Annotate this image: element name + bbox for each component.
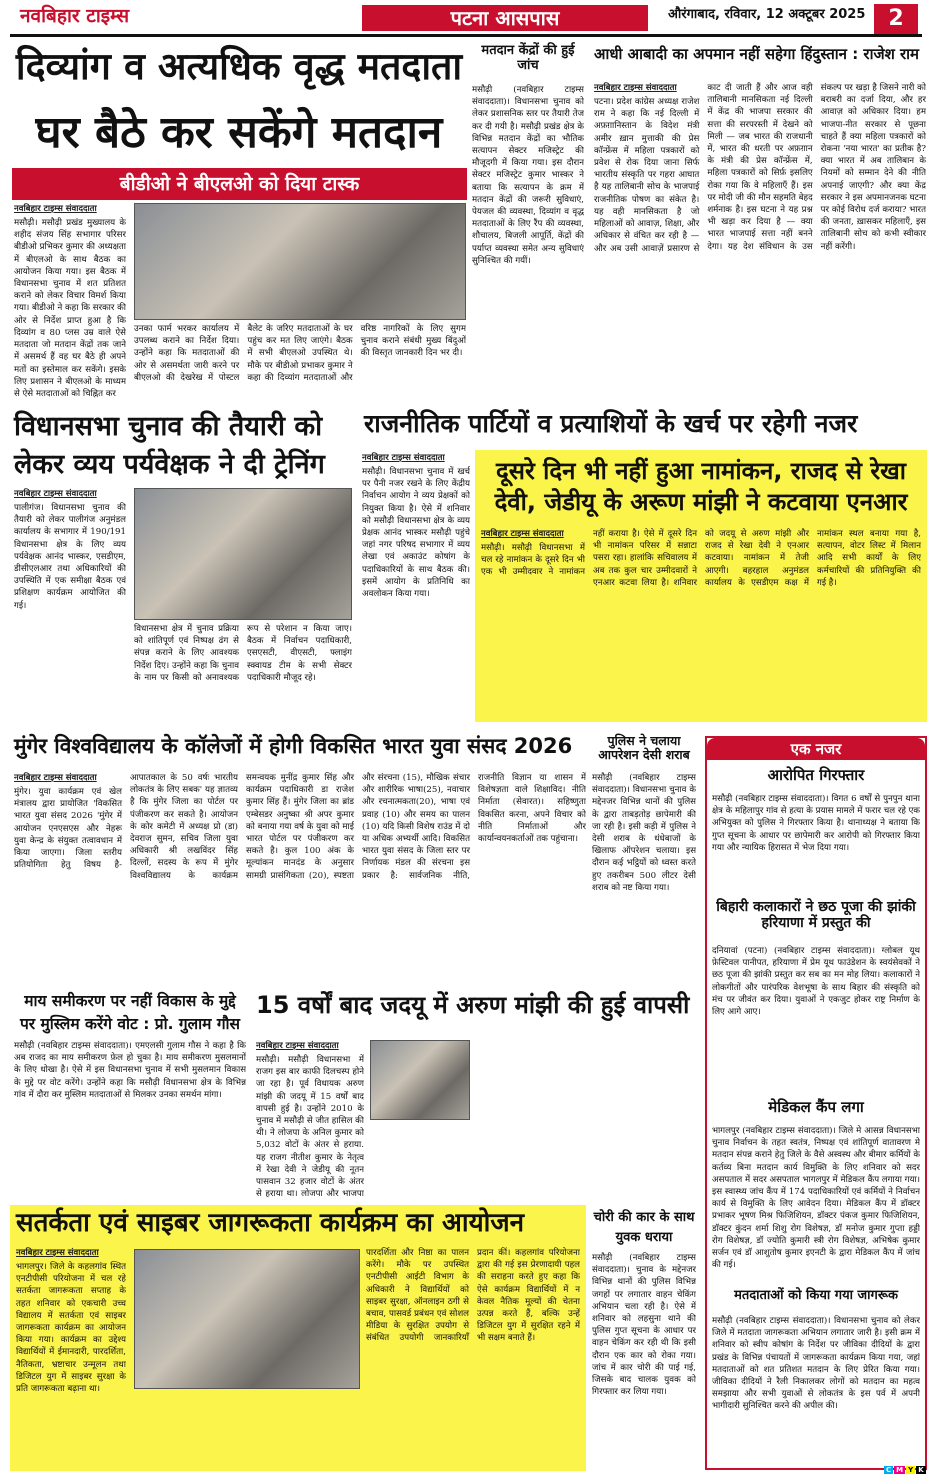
brief-headline: मतदाताओं को किया गया जागरूक	[734, 1288, 898, 1303]
body-jaanch: मसौढ़ी (नवबिहार टाइम्स संवाददाता)। विधानसभा चुनाव को लेकर प्रशासनिक स्तर पर तैयारी तेज कर दी गयी है। मसौढ़ी प्रखंड क्षेत्र के विभिन्न मतदान केंद्रों का भौतिक सत्यापन सेक्टर मजिस्ट्रेट की मौजूदगी में किया गया। इस दौरान सेक्टर मजिस्ट्रेट कुमार भास्कर ने बताया कि सत्यापन के क्रम में मतदान केंद्रों की जरूरी सुविधाएं, पेयजल की व्यवस्था, दिव्यांग व वृद्ध मतदाताओं के लिए रैंप की व्यवस्था, शौचालय, बिजली आपूर्ति, केंद्रों की पर्याप्त व्यवस्था समेत अन्य सुविधाएं सुनिश्चित की गयीं।	[472, 85, 584, 266]
brief-headline: आरोपित गिरफ्तार	[767, 766, 865, 784]
body-satarkata-cols: पारदर्शिता और निष्ठा का पालन करेंगे। मौके पर उपस्थित एनटीपीसी आईटी विभाग के अधिकारी ने विद्यार्थियों को साइबर सुरक्षा, ऑनलाइन ठगी से बचाव, पासवर्ड प्रबंधन एवं सोशल मीडिया के सुरक्षित उपयोग से संबंधित उपयोगी जानकारियाँ प्रदान कीं। कहलगांव परियोजना द्वारा की गई इस प्रेरणादायी पहल की सराहना करते हुए कहा कि ऐसे कार्यक्रम विद्यार्थियों में न केवल नैतिक मूल्यों की चेतना उत्पन्न करते हैं, बल्कि उन्हें डिजिटल युग में सुरक्षित रहने में भी सक्षम बनाते हैं।	[366, 1248, 580, 1344]
headline-divyang	[14, 40, 464, 164]
headline-rajesh: आधी आबादी का अपमान नहीं सहेगा हिंदुस्तान : राजेश राम	[594, 45, 919, 63]
story-namankan	[475, 450, 927, 722]
brief-headline: बिहारी कलाकारों ने छठ पूजा की झांकी हरियाणा में प्रस्तुत की	[716, 899, 916, 932]
byline: नवबिहार टाइम्स संवाददाता	[362, 453, 445, 463]
headline-maay: माय समीकरण पर नहीं विकास के मुद्दे पर मुस्लिम करेंगे वोट : प्रो. गुलाम गौस	[19, 992, 241, 1033]
byline: नवबिहार टाइम्स संवाददाता	[16, 1248, 99, 1258]
article-text: मसौढ़ी। विधानसभा चुनाव में खर्च पर पैनी नजर रखने के लिए केंद्रीय निर्वाचन आयोग ने व्यय प्रेक्षकों को नियुक्त किया है। ऐसे में शनिवार को मसौढ़ी विधानसभा क्षेत्र के व्यय प्रेक्षक आनंद भास्कर मसौढ़ी पहुंचे जहां नगर परिषद सभागार में व्यय लेखा एवं अकाउंट कोषांग के पदाधिकारियों के साथ बैठक की। इसमें आयोग के प्रतिनिधि का अवलोकन किया गया।	[362, 467, 470, 600]
article-text: मसौढ़ी। मसौढ़ी विधानसभा में चल रहे नामांकन के दूसरे दिन भी एक भी उम्मीदवार ने नामांकन नहीं कराया है। ऐसे में दूसरे दिन भी नामांकन परिसर में सन्नाटा पसरा रहा। हालांकि सचिवालय में अब तक कुल चार उम्मीदवारों ने एनआर कटवा लिया है। शनिवार को जदयू से अरुण मांझी और राजद से रेखा देवी ने एनआर कटवाया। नामांकन में तेजी आएगी। बहरहाल अनुमंडल कार्यालय के एसडीएम कक्ष में नामांकन स्थल बनाया गया है, सत्यापन, वोटर लिस्ट में मिलान आदि सभी कार्यों के लिए कर्मचारियों की प्रतिनियुक्ति की गई है।	[481, 529, 921, 588]
print-mark-m: M	[896, 1466, 904, 1474]
article-text: भागलपुर। जिले के कहलगांव स्थित एनटीपीसी परियोजना में चल रहे सतर्कता जागरूकता सप्ताह के तहत शनिवार को एकचारी उच्च विद्यालय में सतर्कता एवं साइबर जागरूकता कार्यक्रम का आयोजन किया गया। कार्यक्रम का उद्देश्य विद्यार्थियों में ईमानदारी, पारदर्शिता, नैतिकता, भ्रष्टाचार उन्मूलन तथा डिजिटल युग में साइबर सुरक्षा के प्रति जागरूकता बढ़ाना था।	[16, 1262, 126, 1395]
headline-kharch: राजनीतिक पार्टियों व प्रत्याशियों के खर्च पर रहेगी नजर	[364, 409, 858, 438]
byline: नवबिहार टाइम्स संवाददाता	[481, 529, 564, 539]
byline: नवबिहार टाइम्स संवाददाता	[14, 773, 97, 783]
brief-body: भागलपुर (नवबिहार टाइम्स संवाददाता)। जिले मे आसन्न विधानसभा चुनाव निर्वाचन के तहत स्वतंत्र, निष्पक्ष एवं शांतिपूर्ण वातावरण मे मतदान संपन्न कराने हेतु जिले के वैसे अस्वस्थ और बीमार कर्मियों के कर्तव्य बिना मतदान कार्य विमुक्ति के लिए शनिवार को सदर असपताल में सदर असपताल भागलपुर में मेडिकल कैंप लगाया गया। इस स्वास्थ्य जांच कैंप में 174 पदाधिकारियों एवं कर्मियों ने निर्वाचन कार्य से विमुक्ति के लिए आवेदन दिया। मेडिकल कैंप में डॉक्टर प्रभाकर भूषण मिश्र फिजिशियन, डॉक्टर पंकज कुमार फिजिशियन, डॉक्टर कुंदन शर्मा शिशु रोग विशेषज्ञ, डॉ मनोज कुमार गुप्ता हड्डी रोग विशेषज्ञ, डॉ ज्योति कुमारी स्त्री रोग विशेषज्ञ, अभिषेक कुमार सर्जन एवं डॉ आशुतोष कुमार इएनटी के द्वारा मेडिकल कैंप में जांच की गई।	[712, 1126, 920, 1271]
headline-satarkata: सतर्कता एवं साइबर जागरूकता कार्यक्रम का आयोजन	[16, 1208, 525, 1238]
print-mark-c: C	[886, 1466, 892, 1474]
article-text: मसौढ़ी। मसौढ़ी विधानसभा में राजग इस बार काफी दिलचस्प होने जा रहा है। पूर्व विधायक अरुण मांझी की जदयू में 15 वर्षों बाद वापसी हुई है। उन्होंने 2010 के चुनाव में मसौढ़ी से जीत हासिल की थी। ने लोजपा के अनिल कुमार को 5,032 वोटों के अंतर से हराया. यह राजग नीतीश कुमार के नेतृत्व में रेखा देवी ने जेडीयू की नूतन पासवान 32 हजार वोटों के अंतर से हराया था। लोजपा और भाजपा	[256, 1055, 364, 1200]
headline-police: पुलिस ने चलाया आपरेशन देसी शराब	[598, 733, 690, 763]
print-mark-k: K	[918, 1466, 924, 1474]
headline-chori: चोरी की कार के साथ युवक धराया	[593, 1210, 695, 1245]
byline: नवबिहार टाइम्स संवाददाता	[14, 489, 97, 499]
headline-munger: मुंगेर विश्वविद्यालय के कॉलेजों में होगी विकसित भारत युवा संसद 2026	[14, 734, 573, 758]
brief-body: दनियावां (पटना) (नवबिहार टाइम्स संवाददाता)। ग्लोबल यूथ फ़ेस्टिवल पानीपत, हरियाणा में प्रेम यूथ फाउंडेशन के स्वयंसेवकों ने छठ पूजा की झांकी प्रस्तुत कर सब का मन मोह लिया। कलाकारों ने लोकगीतों और पारंपरिक वेशभूषा के साथ बिहार की संस्कृति को मंच पर जीवंत कर दिया। युवाओं ने एकजुट होकर राष्ट्र निर्माण के लिए आगे आए।	[712, 946, 920, 1018]
headline-manjhi: 15 वर्षों बाद जदयू में अरुण मांझी की हुई वापसी	[256, 991, 690, 1019]
headline-jaanch: मतदान केंद्रों की हुई जांच	[481, 43, 575, 73]
byline: नवबिहार टाइम्स संवाददाता	[594, 83, 677, 93]
body-namankan	[481, 528, 921, 713]
body-divyang-cols: उनका फार्म भरकर कार्यालय में उपलब्ध कराने का निर्देश दिया। उन्होंने कहा कि मतदाताओं की ओर से असमर्थता जारी करने पर बीएलओ की देखरेख में पोस्टल बैलेट के जरिए मतदाताओं के घर पहुंच कर मत लिए जाएंगे। बैठक में सभी बीएलओ उपस्थित थे। मौके पर बीडीओ प्रभाकर कुमार ने कहा की दिव्यांग मतदाताओं और वरिष्ठ नागरिकों के लिए सुगम चुनाव कराने संबंधी मुख्य बिंदुओं की विस्तृत जानकारी दिन भर दी।	[134, 324, 466, 383]
photo-arun-manjhi	[370, 1040, 470, 1120]
print-marks	[884, 1466, 926, 1474]
photo-training	[134, 488, 352, 620]
page-number: 2	[874, 4, 918, 34]
photo-cyber-awareness	[134, 1249, 360, 1389]
body-rajesh	[594, 82, 926, 402]
ek-nazar-box	[705, 736, 927, 1470]
subhead-divyang: बीडीओ ने बीएलओ को दिया टास्क	[12, 168, 467, 200]
byline: नवबिहार टाइम्स संवाददाता	[256, 1041, 339, 1051]
section-title: पटना आसपास	[362, 5, 648, 31]
dateline: औरंगाबाद, रविवार, 12 अक्टूबर 2025	[668, 7, 866, 22]
body-training-cols: विधानसभा क्षेत्र में चुनाव प्रक्रिया को शांतिपूर्ण एवं निष्पक्ष ढंग से संपन्न कराने के लिए आवश्यक निर्देश दिए। उन्होंने कहा कि चुनाव के नाम पर किसी को अनावश्यक रूप से परेशान न किया जाए। बैठक में निर्वाचन पदाधिकारी, एसएसटी, वीएसटी, फ्लाइंग स्क्वायड टीम के सभी सेक्टर पदाधिकारी मौजूद रहे।	[134, 624, 352, 683]
article-text: मसौढ़ी। मसौढ़ी प्रखंड मुख्यालय के शहीद संजय सिंह सभागार परिसर बीडीओ प्रभिकर कुमार की अध्यक्षता में बीएलओ के साथ बैठक का आयोजन किया गया। इस बैठक में विधानसभा चुनाव में शत प्रतिशत कराने को लेकर विचार विमर्श किया गया। बीडीओ ने कहा कि सरकार की ओर से निर्देश प्राप्त हुआ है कि दिव्यांग व 80 प्लस उम्र वाले ऐसे मतदाता जो मतदान केंद्रों तक जाने में असमर्थ हैं वह घर बैठे ही अपने मतों का इस्तेमाल कर सकेंगे। इसके लिए प्रशासन ने बीएलओ के माध्यम से ऐसे मतदाताओं को चिह्नित कर	[14, 218, 126, 399]
masthead-logo: नवबिहार टाइम्स	[20, 5, 130, 27]
byline: नवबिहार टाइम्स संवाददाता	[14, 204, 97, 214]
masthead-rule	[10, 34, 922, 37]
headline-line: दिव्यांग व अत्यधिक वृद्ध मतदाता	[15, 44, 463, 88]
brief-headline: मेडिकल कैंप लगा	[768, 1098, 864, 1116]
article-text: मुंगेर। युवा कार्यक्रम एवं खेल मंत्रालय द्वारा प्रायोजित 'विकसित भारत युवा संसद 2026 'मुंगेर में आयोजन एनएसएस और नेहरू युवा केन्द्र के संयुक्त तत्वावधान में किया जाएगा। जिला स्तरीय प्रतियोगिता हेतु विषय है- आपातकाल के 50 वर्षः भारतीय लोकतंत्र के लिए सबक' यह ज्ञातव्य है कि मुंगेर जिला का पोर्टल पर पंजीकरण कर सकते है। आयोजन के कोर कमेटी में अध्यक्ष प्रो (डा) देवराज सुमन, सचिव जिला युवा अधिकारी श्री लखविंदर सिंह दिल्लों, सदस्य के रूप में मुंगेर विश्वविद्यालय के कार्यक्रम समन्वयक मुनींद्र कुमार सिंह और कार्यक्रम पदाधिकारी डा राजेश कुमार सिंह हैं। मुंगेर जिला का ब्रांड एम्बेसडर अनुष्का श्री अपर कुमार को बनाया गया वर्ष के युवा को माई भारत पोर्टल पर पंजीकरण कर सकते है। कुल 100 अंक के मूल्यांकन मानदंड के अनुसार सामग्री प्रासंगिकता (20), स्पष्टता और संरचना (15), मौखिक संचार और शारीरिक भाषा(25), नवाचार और रचनात्मकता(20), भाषा एवं प्रवाह (10) और समय का पालन (10) यदि किसी विशेष राउंड में दो या अधिक अभ्यर्थी आदि। विकसित भारत युवा संसद के जिला स्तर पर निर्णायक मंडल की संरचना इस प्रकार है: सार्वजनिक नीति, राजनीति विज्ञान या शासन में विशेषज्ञता वाले शिक्षाविद। नीति निर्माता (सेवारत)। सहिष्णुता विकसित करना, अपने विचार को नीति निर्माताओं और कार्यान्वयनकर्ताओं तक पहुंचाना।	[14, 773, 586, 881]
body-maay: मसौढ़ी (नवबिहार टाइम्स संवाददाता)। एमएलसी गुलाम गौस ने कहा है कि अब राजद का माय समीकरण फ़ेल हो चुका है। माय समीकरण मुसलमानों के लिए धोखा है। ऐसे में इस विधानसभा चुनाव में सभी मुसलमान विकास के मुद्दे पर वोट करेंगे। उन्होंने कहा कि मसौढ़ी विधानसभा क्षेत्र के विभिन्न गांव में दौरा कर मुस्लिम मतदाताओं से मिलकर उनका समर्थन मांगा।	[14, 1041, 246, 1100]
body-manjhi-col1	[256, 1040, 364, 1200]
ek-nazar-title: एक नजर	[707, 738, 925, 760]
headline-namankan: दूसरे दिन भी नहीं हुआ नामांकन, राजद से रेखा देवी, जेडीयू के अरूण मांझी ने कटवाया एनआर	[494, 457, 908, 516]
story-satarkata	[10, 1205, 586, 1471]
body-munger	[14, 772, 586, 984]
print-mark-y: Y	[908, 1466, 914, 1474]
body-training-col1	[14, 488, 126, 718]
body-police: मसौढ़ी (नवबिहार टाइम्स संवाददाता)। विधानसभा चुनाव के मद्देनजर विभिन्न थानों की पुलिस के द्वारा ताबड़तोड़ छापेमारी की जा रही है। इसी कड़ी में पुलिस ने देसी शराब के धंधेबाजों के खिलाफ ऑपरेशन चलाया। इस दौरान कई भट्ठियों को ध्वस्त करते हुए तकरीबन 500 लीटर देसी शराब को नष्ट किया गया।	[592, 773, 696, 893]
body-chori: मसौढ़ी (नवबिहार टाइम्स संवाददाता)। चुनाव के मद्देनजर विभिन्न थानों की पुलिस विभिन्न जगहों पर लगातार वाहन चेकिंग अभियान चला रही है। ऐसे में शनिवार को लहसुना थाने की पुलिस गुप्त सूचना के आधार पर वाहन चेकिंग कर रही थी कि इसी दौरान एक कार को रोका गया। जांच में कार चोरी की पाई गई, जिसके बाद चालक युवक को गिरफ्तार कर लिया गया।	[592, 1253, 696, 1398]
manjhi-cols-spacer	[476, 1040, 698, 1200]
brief-body: मसौढ़ी (नवबिहार टाइम्स संवाददाता)। विधानसभा चुनाव को लेकर जिले में मतदाता जागरूकता अभियान लगातार जारी है। इसी क्रम में शनिवार को स्वीप कोषांग के निर्देश पर जीविका दीदियों के द्वारा प्रखंड के विभिन्न पंचायतों में जागरूकता कार्यक्रम किया गया, जहां मतदाताओं को शत प्रतिशत मतदान के लिए प्रेरित किया गया। जीविका दीदियों ने रैली निकालकर लोगों को मतदान का महत्व समझाया और सभी युवाओं से लोकतंत्र के इस पर्व में अपनी भागीदारी सुनिश्चित करने की अपील की।	[712, 1316, 920, 1412]
photo-bdo-meeting	[134, 203, 466, 320]
headline-line: घर बैठे कर सकेंगे मतदान	[35, 107, 443, 158]
body-satarkata-col1	[16, 1247, 126, 1467]
body-kharch	[362, 452, 470, 718]
brief-body: मसौढ़ी (नवबिहार टाइम्स संवाददाता)। विगत 6 वर्षों से पुनपुन थाना क्षेत्र के महिलापुर गांव से हत्या के प्रयास मामले में फरार चल रहे एक अभियुक्त को पुलिस ने गिरफ्तार किया है। थानाध्यक्ष ने बताया कि गुप्त सूचना के आधार पर छापेमारी कर आरोपी को गिरफ्तार किया गया और न्यायिक हिरासत में भेज दिया गया।	[712, 794, 920, 853]
body-divyang-col1	[14, 203, 126, 401]
article-text: पटना। प्रदेश कांग्रेस अध्यक्ष राजेश राम ने कहा कि नई दिल्ली में अफ़ग़ानिस्तान के विदेश मंत्री अमीर ख़ान मुत्ताकी की प्रेस कॉन्फ्रेंस में महिला पत्रकारों को प्रवेश से रोक दिया जाना सिर्फ भारतीय संस्कृति पर गहरा आघात है यह तालिबानी सोच के भाजपाई राजनीतिक पोषण का संकेत है। यह वही मानसिकता है जो महिलाओं को आवाज़, शिक्षा, और अधिकार से वंचित कर रही है — और अब उसी आवाज़ें प्रसारण से काट दी जाती हैं और आज वही तालिबानी मानसिकता नई दिल्ली में केंद्र की भाजपा सरकार की सत्ता की सरपरस्ती में देखने को मिली — जब भारत की राजधानी में, भारत की धरती पर अफ़ग़ान के मंत्री की प्रेस कॉन्फ्रेंस में, महिला पत्रकारों को सिर्फ़ इसलिए रोका गया कि वे महिलाएँ हैं। इस पर मोदी जी की मौन सहमति बेहद शर्मनाक है। इस घटना ने यह प्रश्न भी खड़ा कर दिया है — क्या भारत भाजपाई सत्ता नहीं बनने देगा। यह देश संविधान के उस संकल्प पर खड़ा है जिसने नारी को बराबरी का दर्जा दिया, और हर आवाज़ को अधिकार दिया। हम भाजपा-नीत सरकार से पूछना चाहते हैं क्या महिला पत्रकारों को रोकना 'नया भारत' का प्रतीक है? क्या भारत में अब तालिबान के नियमों को सम्मान देने की नीति अपनाई जाएगी? और क्या केंद्र सरकार ने इस अपमानजनक घटना पर कोई विरोध दर्ज कराया? भारत की जनता, ख़ासकर महिलाएँ, इस तालिबानी सोच को कभी स्वीकार नहीं करेंगी।	[594, 83, 926, 254]
article-text: पालीगंज। विधानसभा चुनाव की तैयारी को लेकर पालीगंज अनुमंडल कार्यालय के सभागार में 190/191 विधानसभा क्षेत्र के लिए व्यय पर्यवेक्षक आनंद भास्कर, एसडीएम, डीसीएलआर तथा अधिकारियों की उपस्थिति में एक समीक्षा बैठक एवं प्रशिक्षण कार्यक्रम आयोजित की गई।	[14, 503, 126, 611]
headline-training: विधानसभा चुनाव की तैयारी को लेकर व्यय पर्यवेक्षक ने दी ट्रेनिंग	[14, 411, 325, 480]
